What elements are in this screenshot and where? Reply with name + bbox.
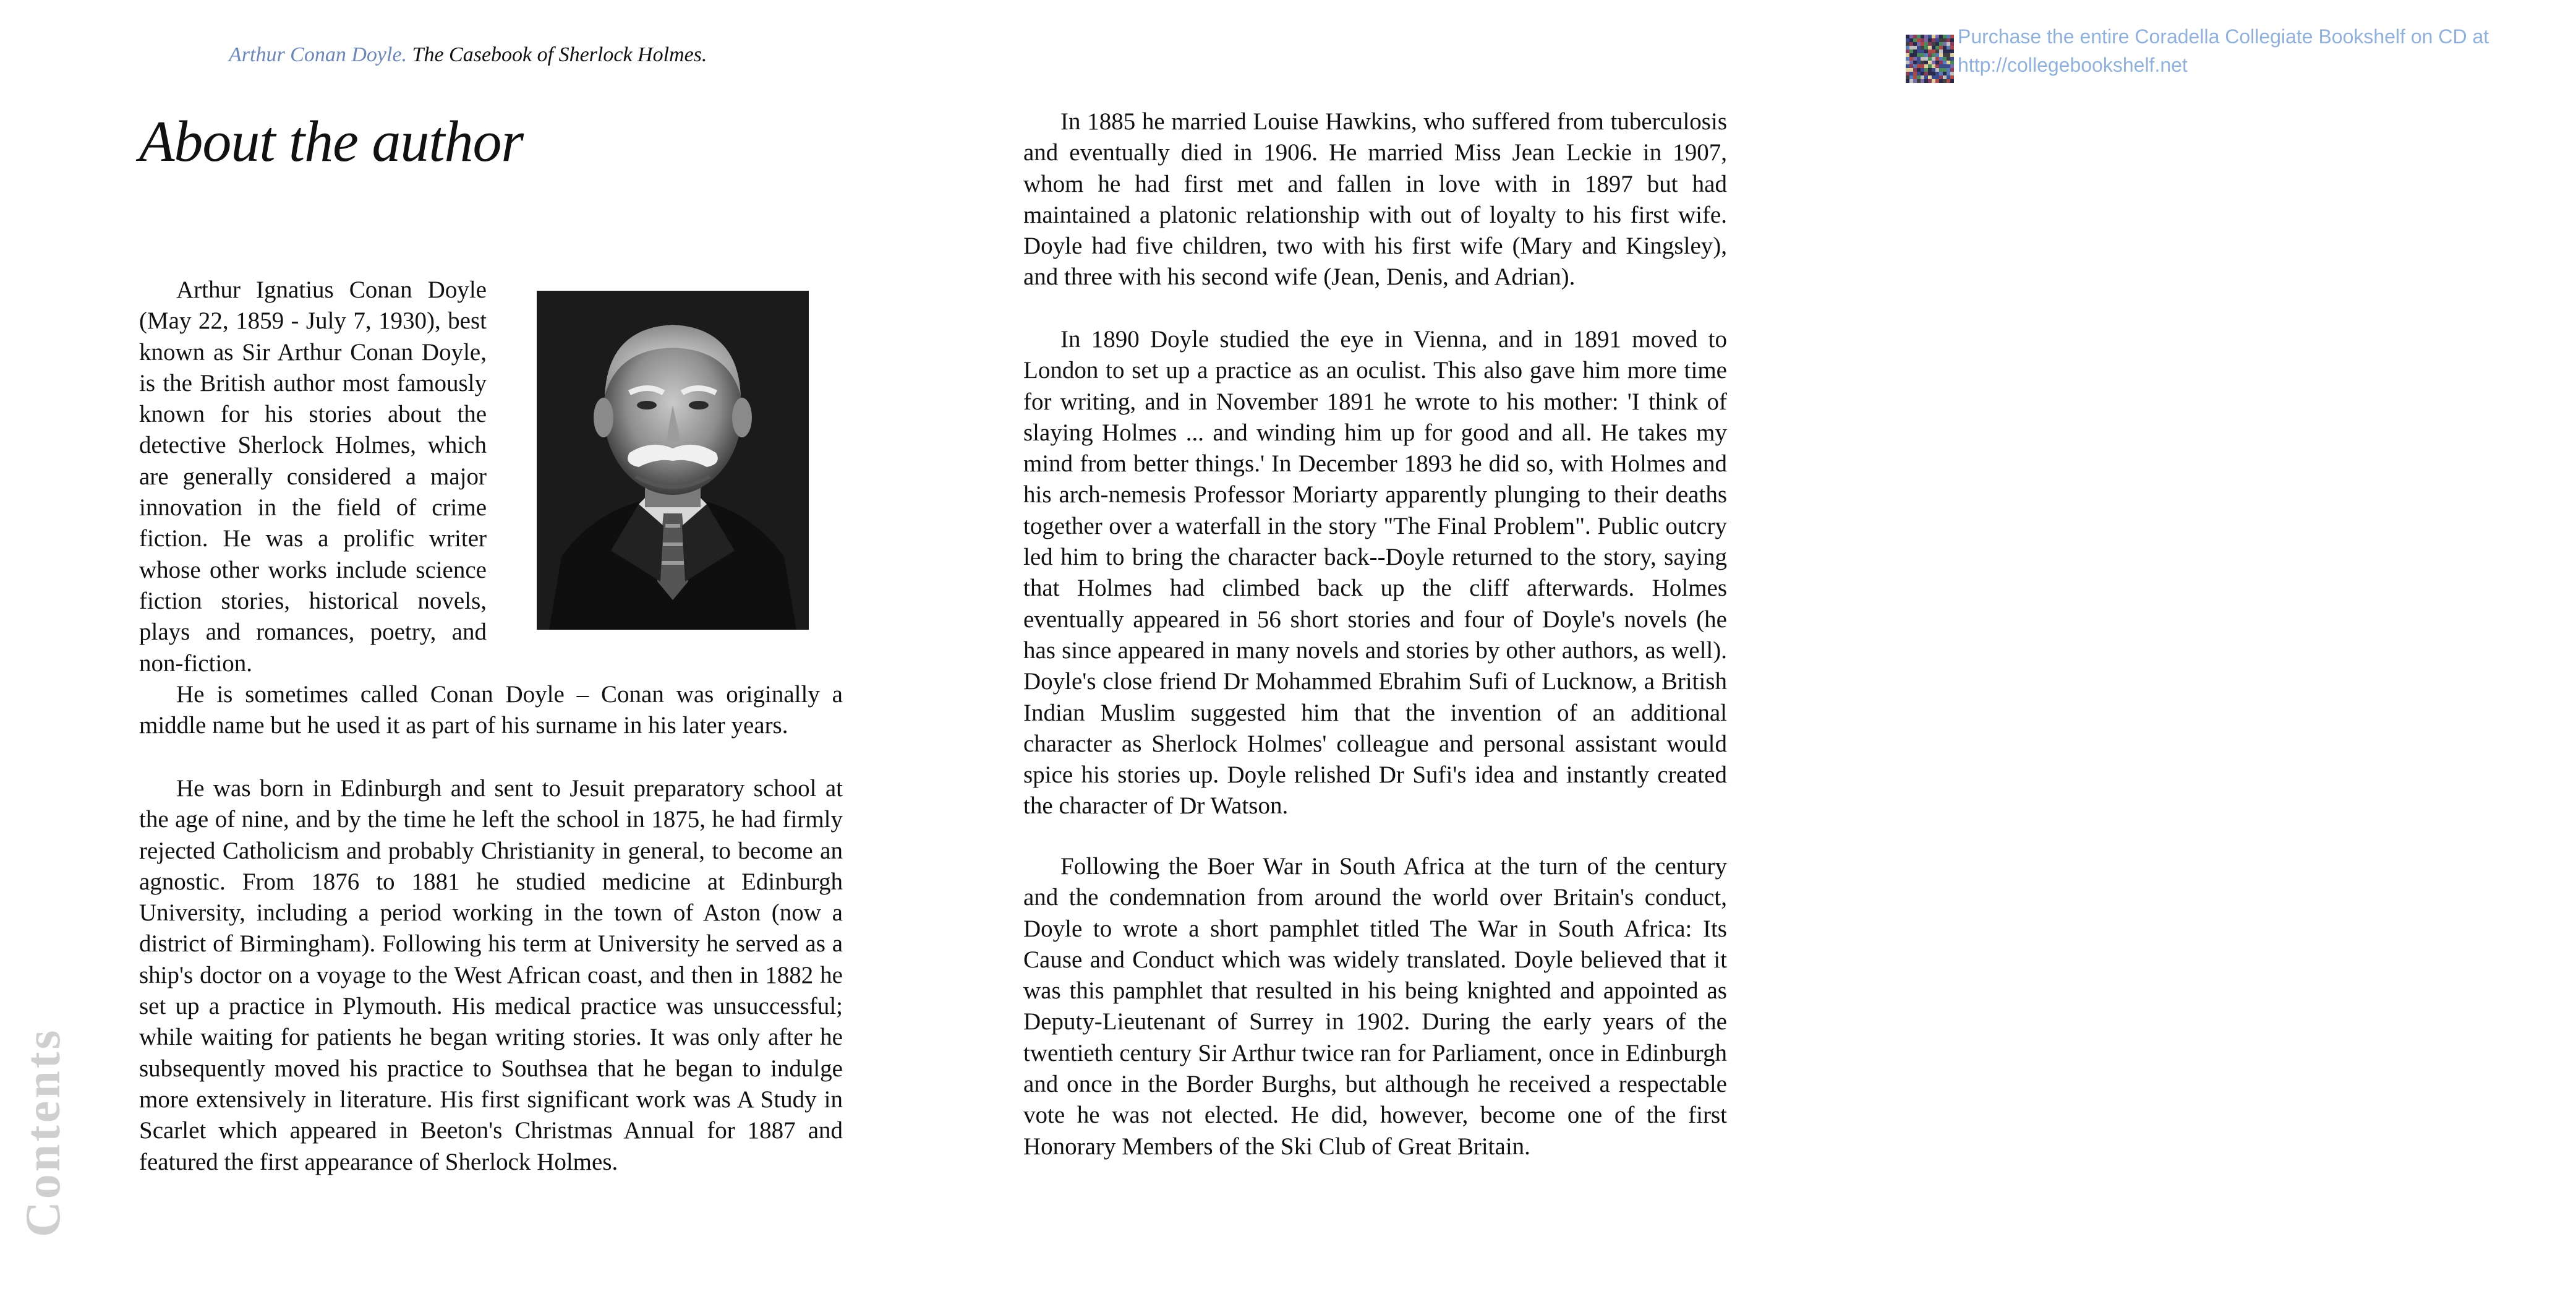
mosaic-tile bbox=[1921, 79, 1924, 83]
mosaic-tile bbox=[1939, 64, 1943, 68]
mosaic-tile bbox=[1950, 61, 1954, 64]
mosaic-tile bbox=[1921, 35, 1924, 38]
mosaic-tile bbox=[1943, 57, 1947, 61]
left-page bbox=[0, 0, 928, 1299]
mosaic-tile bbox=[1943, 72, 1947, 75]
promo-mosaic-icon bbox=[1906, 35, 1951, 83]
mosaic-tile bbox=[1921, 72, 1924, 75]
mosaic-tile bbox=[1943, 35, 1947, 38]
mosaic-tile bbox=[1917, 61, 1921, 64]
mosaic-tile bbox=[1947, 49, 1950, 53]
mosaic-tile bbox=[1928, 53, 1932, 57]
mosaic-tile bbox=[1932, 38, 1935, 42]
mosaic-tile bbox=[1935, 75, 1939, 79]
mosaic-tile bbox=[1928, 35, 1932, 38]
mosaic-tile bbox=[1917, 64, 1921, 68]
mosaic-tile bbox=[1924, 38, 1928, 42]
mosaic-tile bbox=[1928, 61, 1932, 64]
mosaic-tile bbox=[1913, 38, 1917, 42]
mosaic-tile bbox=[1947, 53, 1950, 57]
mosaic-tile bbox=[1917, 57, 1921, 61]
paragraph-boer-war: Following the Boer War in South Africa at the turn of the century and the condemnation from around the world over Britain's conduct, Doyle to wrote a short pamphlet titled The War in South Africa: Its Cause and Conduct which was widely translated. Doyle believed that it was this pamphlet that resulted in his being knighted and appointed as Deputy-Lieutenant of Surrey in 1902. During the early years of the twentieth century Sir Arthur twice ran for Parliament, once in Edinburgh and once in the Border Burghs, but although he received a respectable vote he was not elected. He did, however, become one of the first Honorary Members of the Ski Club of Great Britain. bbox=[1023, 853, 1727, 1160]
mosaic-tile bbox=[1939, 42, 1943, 46]
mosaic-tile bbox=[1947, 79, 1950, 83]
mosaic-tile bbox=[1917, 38, 1921, 42]
mosaic-tile bbox=[1950, 75, 1954, 79]
paragraph-marriage: In 1885 he married Louise Hawkins, who suffered from tuberculosis and eventually died in 1906. He married Miss Jean Leckie in 1907, whom he had first met and fallen in love with in 1897 but had maintained a platonic relationship with out of loyalty to his first wife. Doyle had five children, two with his first wife (Mary and Kingsley), and three with his second wife (Jean, Denis, and Adrian). bbox=[1023, 108, 1727, 291]
running-head-author[interactable]: Arthur Conan Doyle. bbox=[229, 43, 407, 66]
mosaic-tile bbox=[1924, 53, 1928, 57]
mosaic-tile bbox=[1943, 46, 1947, 49]
mosaic-tile bbox=[1924, 75, 1928, 79]
mosaic-tile bbox=[1939, 38, 1943, 42]
mosaic-tile bbox=[1924, 35, 1928, 38]
mosaic-tile bbox=[1917, 68, 1921, 72]
mosaic-tile bbox=[1909, 53, 1913, 57]
mosaic-tile bbox=[1921, 75, 1924, 79]
mosaic-tile bbox=[1943, 68, 1947, 72]
mosaic-tile bbox=[1950, 79, 1954, 83]
mosaic-tile bbox=[1909, 49, 1913, 53]
mosaic-tile bbox=[1943, 49, 1947, 53]
mosaic-tile bbox=[1947, 64, 1950, 68]
mosaic-tile bbox=[1947, 61, 1950, 64]
contents-tab[interactable]: Contents bbox=[16, 1027, 70, 1237]
mosaic-tile bbox=[1913, 72, 1917, 75]
mosaic-tile bbox=[1939, 75, 1943, 79]
running-head bbox=[229, 43, 707, 67]
mosaic-tile bbox=[1935, 61, 1939, 64]
author-portrait bbox=[537, 291, 809, 630]
mosaic-tile bbox=[1947, 75, 1950, 79]
mosaic-tile bbox=[1917, 53, 1921, 57]
mosaic-tile bbox=[1906, 72, 1909, 75]
mosaic-tile bbox=[1906, 42, 1909, 46]
mosaic-tile bbox=[1906, 64, 1909, 68]
mosaic-tile bbox=[1913, 79, 1917, 83]
paragraph-intro: Arthur Ignatius Conan Doyle (May 22, 1859 - July 7, 1930), best known as Sir Arthur Conan Doyle, is the British author most famously known for his stories about the detective Sherlock Holmes, which are generally considered a major innovation in the field of crime fiction. He was a prolific writer whose other works include science fiction stories, historical novels, plays and romances, poetry, and non-fiction. bbox=[139, 277, 487, 677]
mosaic-tile bbox=[1932, 75, 1935, 79]
mosaic-tile bbox=[1950, 46, 1954, 49]
mosaic-tile bbox=[1906, 75, 1909, 79]
mosaic-tile bbox=[1935, 49, 1939, 53]
mosaic-tile bbox=[1906, 79, 1909, 83]
mosaic-tile bbox=[1947, 38, 1950, 42]
mosaic-tile bbox=[1906, 68, 1909, 72]
mosaic-tile bbox=[1928, 75, 1932, 79]
mosaic-tile bbox=[1932, 79, 1935, 83]
mosaic-tile bbox=[1909, 72, 1913, 75]
mosaic-tile bbox=[1950, 35, 1954, 38]
mosaic-tile bbox=[1924, 72, 1928, 75]
mosaic-tile bbox=[1913, 75, 1917, 79]
mosaic-tile bbox=[1950, 42, 1954, 46]
mosaic-tile bbox=[1917, 35, 1921, 38]
mosaic-tile bbox=[1935, 79, 1939, 83]
mosaic-tile bbox=[1947, 72, 1950, 75]
mosaic-tile bbox=[1935, 53, 1939, 57]
mosaic-tile bbox=[1917, 42, 1921, 46]
mosaic-tile bbox=[1939, 61, 1943, 64]
mosaic-tile bbox=[1909, 42, 1913, 46]
mosaic-tile bbox=[1913, 61, 1917, 64]
mosaic-tile bbox=[1950, 72, 1954, 75]
mosaic-tile bbox=[1943, 53, 1947, 57]
mosaic-tile bbox=[1921, 61, 1924, 64]
portrait-icon bbox=[537, 291, 809, 630]
mosaic-tile bbox=[1943, 42, 1947, 46]
mosaic-tile bbox=[1906, 35, 1909, 38]
mosaic-tile bbox=[1935, 57, 1939, 61]
mosaic-tile bbox=[1909, 64, 1913, 68]
mosaic-tile bbox=[1913, 46, 1917, 49]
mosaic-tile bbox=[1935, 46, 1939, 49]
mosaic-tile bbox=[1913, 42, 1917, 46]
mosaic-tile bbox=[1909, 46, 1913, 49]
mosaic-tile bbox=[1921, 53, 1924, 57]
mosaic-tile bbox=[1939, 79, 1943, 83]
mosaic-tile bbox=[1932, 46, 1935, 49]
mosaic-tile bbox=[1939, 49, 1943, 53]
mosaic-tile bbox=[1935, 35, 1939, 38]
mosaic-tile bbox=[1939, 68, 1943, 72]
mosaic-tile bbox=[1928, 64, 1932, 68]
mosaic-tile bbox=[1939, 53, 1943, 57]
mosaic-tile bbox=[1943, 38, 1947, 42]
paragraph-vienna: In 1890 Doyle studied the eye in Vienna, and in 1891 moved to London to set up a practice as an oculist. This also gave him more time for writing, and in November 1891 he wrote to his mother: 'I think of slaying Holmes ... and winding him up for good and all. He takes my mind from better things.' In December 1893 he did so, with Holmes and his arch-nemesis Professor Moriarty apparently plunging to their deaths together over a waterfall in the story "The Final Problem". Public outcry led him to bring the character back--Doyle returned to the story, saying that Holmes had climbed back up the cliff afterwards. Holmes eventually appeared in 56 short stories and four of Doyle's novels (he has since appeared in many novels and stories by other authors, as well). Doyle's close friend Dr Mohammed Ebrahim Sufi of Lucknow, a British Indian Muslim suggested him that the invention of an additional character as Sherlock Holmes' colleague and personal assistant would spice his stories up. Doyle relished Dr Sufi's idea and instantly created the character of Dr Watson. bbox=[1023, 326, 1727, 820]
mosaic-tile bbox=[1935, 42, 1939, 46]
mosaic-tile bbox=[1917, 46, 1921, 49]
mosaic-tile bbox=[1909, 38, 1913, 42]
mosaic-tile bbox=[1917, 49, 1921, 53]
mosaic-tile bbox=[1932, 68, 1935, 72]
mosaic-tile bbox=[1939, 57, 1943, 61]
mosaic-tile bbox=[1935, 64, 1939, 68]
mosaic-tile bbox=[1932, 57, 1935, 61]
mosaic-tile bbox=[1909, 61, 1913, 64]
page-title: About the author bbox=[139, 109, 524, 174]
right-page bbox=[928, 0, 2489, 1299]
mosaic-tile bbox=[1924, 46, 1928, 49]
mosaic-tile bbox=[1906, 53, 1909, 57]
paragraph-name: He is sometimes called Conan Doyle – Conan was originally a middle name but he used it as part of his surname in his later years. bbox=[139, 681, 843, 739]
mosaic-tile bbox=[1921, 57, 1924, 61]
mosaic-tile bbox=[1943, 75, 1947, 79]
mosaic-tile bbox=[1950, 53, 1954, 57]
mosaic-tile bbox=[1909, 35, 1913, 38]
mosaic-tile bbox=[1928, 79, 1932, 83]
mosaic-tile bbox=[1921, 64, 1924, 68]
mosaic-tile bbox=[1924, 49, 1928, 53]
paragraph-early-life: He was born in Edinburgh and sent to Jesuit preparatory school at the age of nine, and by the time he left the school in 1875, he had firmly rejected Catholicism and probably Christianity in general, to become an agnostic. From 1876 to 1881 he studied medicine at Edinburgh University, including a period working in the town of Aston (now a district of Birmingham). Following his term at University he served as a ship's doctor on a voyage to the West African coast, and then in 1882 he set up a practice in Plymouth. His medical practice was unsuccessful; while waiting for patients he began writing stories. It was only after he subsequently moved his practice to Southsea that he began to indulge more extensively in literature. His first significant work was A Study in Scarlet which appeared in Beeton's Christmas Annual for 1887 and featured the first appearance of Sherlock Holmes. bbox=[139, 775, 843, 1175]
mosaic-tile bbox=[1947, 68, 1950, 72]
mosaic-tile bbox=[1928, 49, 1932, 53]
mosaic-tile bbox=[1947, 42, 1950, 46]
mosaic-tile bbox=[1939, 35, 1943, 38]
mosaic-tile bbox=[1935, 72, 1939, 75]
mosaic-tile bbox=[1947, 57, 1950, 61]
mosaic-tile bbox=[1950, 64, 1954, 68]
mosaic-tile bbox=[1913, 53, 1917, 57]
mosaic-tile bbox=[1909, 75, 1913, 79]
mosaic-tile bbox=[1932, 35, 1935, 38]
mosaic-tile bbox=[1906, 61, 1909, 64]
mosaic-tile bbox=[1950, 49, 1954, 53]
mosaic-tile bbox=[1928, 46, 1932, 49]
mosaic-tile bbox=[1913, 49, 1917, 53]
mosaic-tile bbox=[1924, 79, 1928, 83]
mosaic-tile bbox=[1947, 46, 1950, 49]
mosaic-tile bbox=[1928, 72, 1932, 75]
mosaic-tile bbox=[1909, 57, 1913, 61]
mosaic-tile bbox=[1924, 42, 1928, 46]
mosaic-tile bbox=[1917, 75, 1921, 79]
mosaic-tile bbox=[1932, 72, 1935, 75]
mosaic-tile bbox=[1932, 61, 1935, 64]
mosaic-tile bbox=[1921, 38, 1924, 42]
mosaic-tile bbox=[1906, 49, 1909, 53]
mosaic-tile bbox=[1943, 61, 1947, 64]
mosaic-tile bbox=[1943, 79, 1947, 83]
mosaic-tile bbox=[1917, 79, 1921, 83]
promo-banner[interactable] bbox=[1958, 22, 2576, 79]
mosaic-tile bbox=[1932, 42, 1935, 46]
mosaic-tile bbox=[1909, 79, 1913, 83]
mosaic-tile bbox=[1921, 42, 1924, 46]
mosaic-tile bbox=[1913, 35, 1917, 38]
mosaic-tile bbox=[1924, 61, 1928, 64]
mosaic-tile bbox=[1943, 64, 1947, 68]
promo-link[interactable]: http://collegebookshelf.net bbox=[1958, 54, 2188, 76]
cd-mosaic-icon[interactable] bbox=[1906, 35, 1951, 83]
mosaic-tile bbox=[1921, 46, 1924, 49]
mosaic-tile bbox=[1906, 57, 1909, 61]
mosaic-tile bbox=[1928, 38, 1932, 42]
mosaic-tile bbox=[1921, 49, 1924, 53]
mosaic-tile bbox=[1947, 35, 1950, 38]
mosaic-tile bbox=[1924, 68, 1928, 72]
running-head-book: The Casebook of Sherlock Holmes. bbox=[412, 43, 707, 66]
mosaic-tile bbox=[1906, 46, 1909, 49]
mosaic-tile bbox=[1909, 68, 1913, 72]
promo-line-1[interactable]: Purchase the entire Coradella Collegiate Bookshelf on CD at bbox=[1958, 25, 2489, 48]
mosaic-tile bbox=[1950, 57, 1954, 61]
mosaic-tile bbox=[1932, 49, 1935, 53]
mosaic-tile bbox=[1913, 57, 1917, 61]
mosaic-tile bbox=[1924, 57, 1928, 61]
mosaic-tile bbox=[1950, 68, 1954, 72]
mosaic-tile bbox=[1906, 38, 1909, 42]
mosaic-tile bbox=[1924, 64, 1928, 68]
mosaic-tile bbox=[1928, 42, 1932, 46]
mosaic-tile bbox=[1917, 72, 1921, 75]
mosaic-tile bbox=[1921, 68, 1924, 72]
mosaic-tile bbox=[1913, 64, 1917, 68]
mosaic-tile bbox=[1935, 68, 1939, 72]
mosaic-tile bbox=[1939, 46, 1943, 49]
mosaic-tile bbox=[1932, 64, 1935, 68]
mosaic-tile bbox=[1950, 38, 1954, 42]
mosaic-tile bbox=[1935, 38, 1939, 42]
mosaic-tile bbox=[1939, 72, 1943, 75]
mosaic-tile bbox=[1928, 57, 1932, 61]
mosaic-tile bbox=[1932, 53, 1935, 57]
mosaic-tile bbox=[1913, 68, 1917, 72]
mosaic-tile bbox=[1928, 68, 1932, 72]
